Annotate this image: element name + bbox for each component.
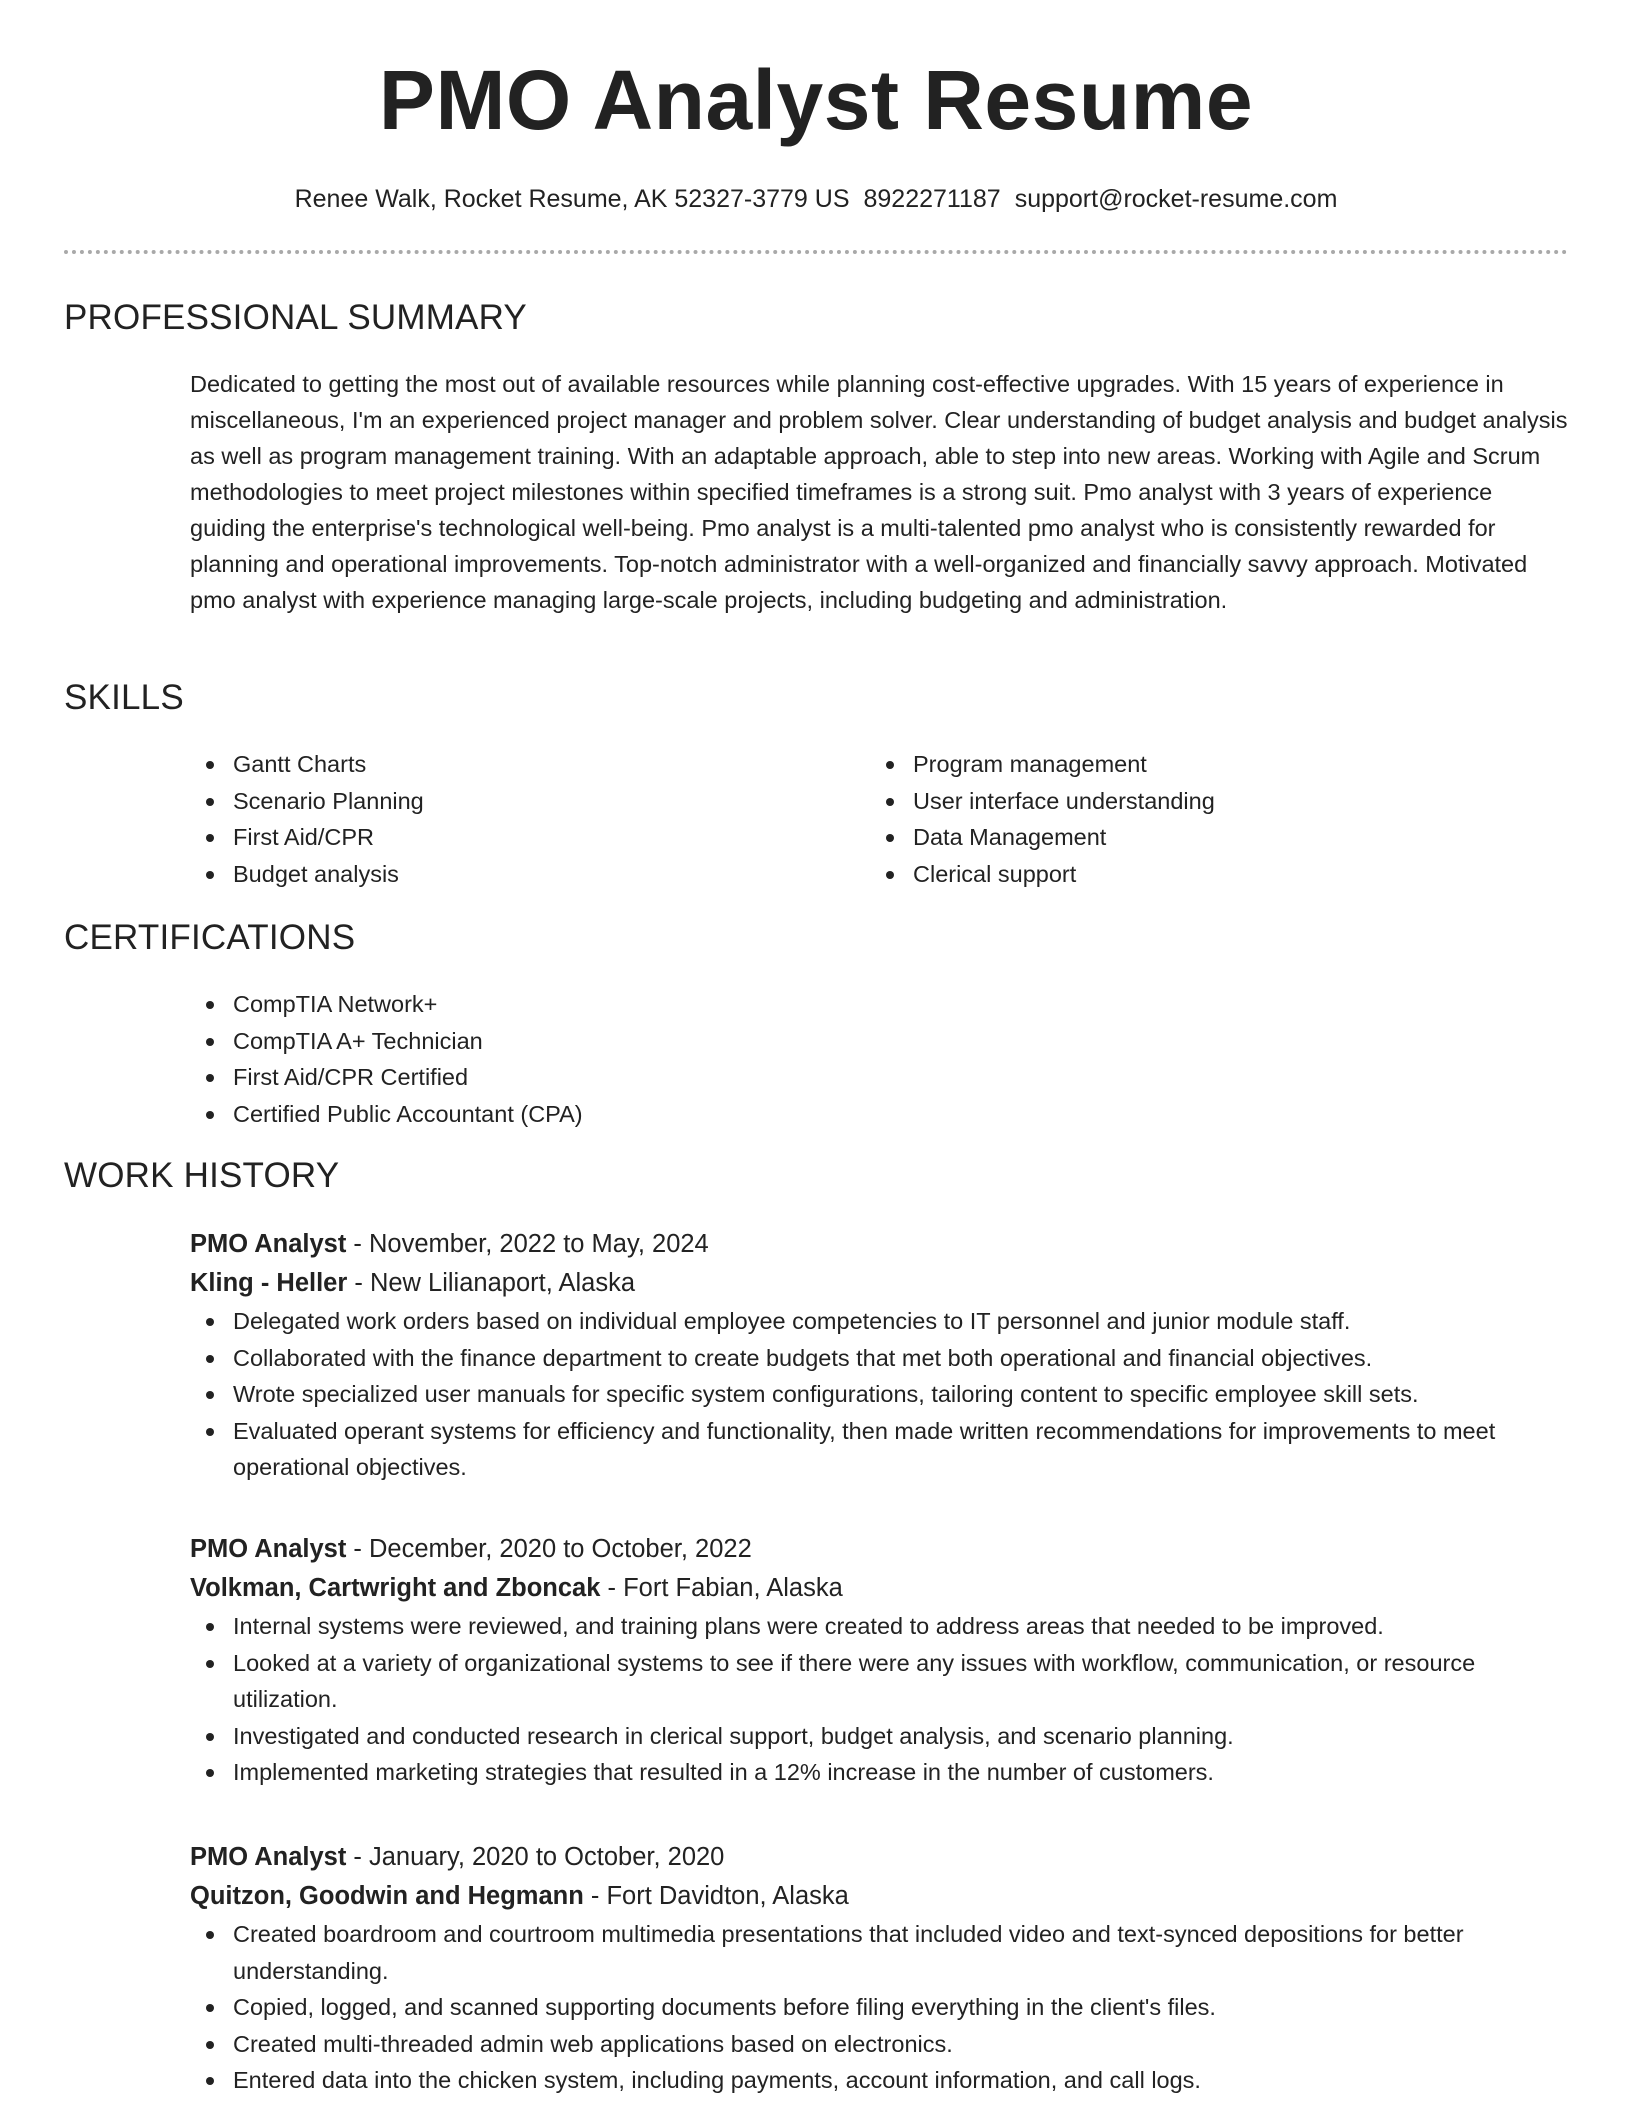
contact-address: Renee Walk, Rocket Resume, AK 52327-3779 US: [294, 185, 850, 213]
job-bullets: [190, 1916, 1568, 2099]
job-company-line: [190, 1877, 1568, 1916]
work-history-heading: WORK HISTORY: [64, 1156, 340, 1195]
summary-text: Dedicated to getting the most out of available resources while planning cost-effective upgrades. With 15 years of experience in miscellaneous, I'm an experienced project manager and problem solver. Clear understanding of budget analysis and budget analysis as well as program management training. With an adaptable approach, able to step into new areas. Working with Agile and Scrum methodologies to meet project milestones within specified timeframes is a strong suit. Pmo analyst with 3 years of experience guiding the enterprise's technological well-being. Pmo analyst is a multi-talented pmo analyst who is consistently rewarded for planning and operational improvements. Top-notch administrator with a well-organized and financially savvy approach. Motivated pmo analyst with experience managing large-scale projects, including budgeting and administration.: [190, 371, 1568, 613]
list-item: Gantt Charts: [190, 746, 810, 783]
list-item: Data Management: [870, 819, 1520, 856]
job-company-line: [190, 1569, 1568, 1608]
list-item: Copied, logged, and scanned supporting documents before filing everything in the client's files.: [190, 1989, 1568, 2026]
list-item: First Aid/CPR Certified: [190, 1059, 990, 1096]
list-item: Delegated work orders based on individual employee competencies to IT personnel and junior module staff.: [190, 1303, 1568, 1340]
list-item: User interface understanding: [870, 783, 1520, 820]
certifications-list: [190, 986, 990, 1132]
list-item: CompTIA Network+: [190, 986, 990, 1023]
job-entry: [190, 1530, 1568, 1791]
list-item: Created boardroom and courtroom multimedia presentations that included video and text-synced depositions for better understanding.: [190, 1916, 1568, 1989]
job-company: Volkman, Cartwright and Zboncak: [190, 1574, 601, 1602]
job-title-line: [190, 1225, 1568, 1264]
job-title: PMO Analyst: [190, 1230, 347, 1258]
list-item: Looked at a variety of organizational systems to see if there were any issues with workflow, communication, or resource utilization.: [190, 1645, 1568, 1718]
job-company-line: [190, 1264, 1568, 1303]
contact-email: support@rocket-resume.com: [1014, 185, 1338, 213]
list-item: Entered data into the chicken system, including payments, account information, and call logs.: [190, 2062, 1568, 2099]
list-item: Program management: [870, 746, 1520, 783]
job-bullets: [190, 1608, 1568, 1791]
job-title-line: [190, 1838, 1568, 1877]
job-dates: - November, 2022 to May, 2024: [346, 1230, 709, 1258]
job-location: - Fort Davidton, Alaska: [583, 1882, 849, 1910]
header-divider: [64, 250, 1568, 254]
list-item: Evaluated operant systems for efficiency and functionality, then made written recommendations for improvements to meet operational objectives.: [190, 1413, 1568, 1486]
contact-phone: 8922271187: [863, 185, 1001, 213]
job-title-line: [190, 1530, 1568, 1569]
job-bullets: [190, 1303, 1568, 1486]
job-entry: [190, 1838, 1568, 2099]
list-item: First Aid/CPR: [190, 819, 810, 856]
job-title: PMO Analyst: [190, 1535, 347, 1563]
list-item: Wrote specialized user manuals for specific system configurations, tailoring content to specific employee skill sets.: [190, 1376, 1568, 1413]
list-item: Certified Public Accountant (CPA): [190, 1096, 990, 1133]
job-location: - Fort Fabian, Alaska: [600, 1574, 843, 1602]
list-item: Collaborated with the finance department to create budgets that met both operational and financial objectives.: [190, 1340, 1568, 1377]
job-title: PMO Analyst: [190, 1843, 347, 1871]
skills-list-right: [870, 746, 1520, 892]
job-entry: [190, 1225, 1568, 1486]
job-dates: - December, 2020 to October, 2022: [346, 1535, 752, 1563]
list-item: Clerical support: [870, 856, 1520, 893]
list-item: CompTIA A+ Technician: [190, 1023, 990, 1060]
job-company: Quitzon, Goodwin and Hegmann: [190, 1882, 584, 1910]
list-item: Investigated and conducted research in clerical support, budget analysis, and scenario planning.: [190, 1718, 1568, 1755]
job-dates: - January, 2020 to October, 2020: [346, 1843, 725, 1871]
list-item: Implemented marketing strategies that resulted in a 12% increase in the number of customers.: [190, 1754, 1568, 1791]
certifications-heading: CERTIFICATIONS: [64, 918, 356, 957]
list-item: Scenario Planning: [190, 783, 810, 820]
list-item: Budget analysis: [190, 856, 810, 893]
contact-info: [0, 181, 1632, 217]
skills-list-left: [190, 746, 810, 892]
job-company: Kling - Heller: [190, 1269, 348, 1297]
summary-heading: PROFESSIONAL SUMMARY: [64, 298, 527, 337]
list-item: Internal systems were reviewed, and training plans were created to address areas that needed to be improved.: [190, 1608, 1568, 1645]
page-title: PMO Analyst Resume: [378, 53, 1254, 147]
skills-heading: SKILLS: [64, 678, 184, 717]
job-location: - New Lilianaport, Alaska: [347, 1269, 636, 1297]
list-item: Created multi-threaded admin web applications based on electronics.: [190, 2026, 1568, 2063]
